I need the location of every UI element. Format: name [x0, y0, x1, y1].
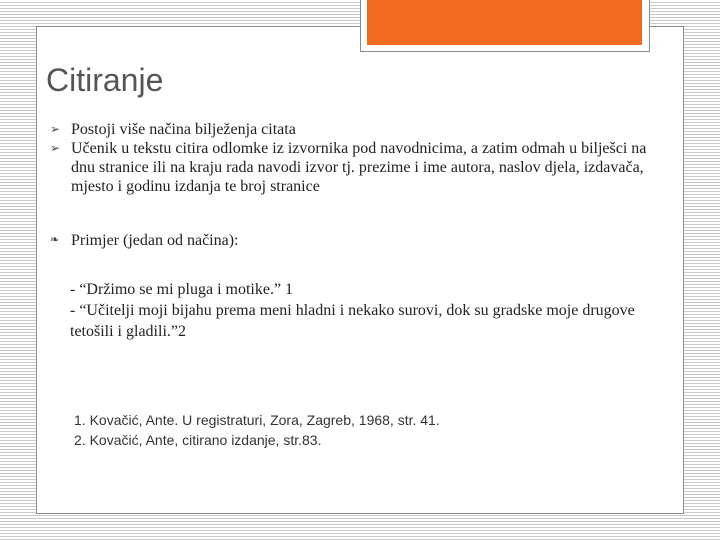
example-bullet — [50, 231, 239, 250]
bullet-text: Učenik u tekstu citira odlomke iz izvornika pod navodnicima, a zatim odmah u bilješci na dnu stranice ili na kraju rada navodi izvor tj. prezime i ime autora, naslov djela, izdavača, mjesto i godinu izdanja te broj stranice — [71, 140, 647, 195]
reference-item: 2. Kovačić, Ante, citirano izdanje, str.83. — [74, 432, 322, 448]
accent-box — [367, 0, 642, 45]
slide-title: Citiranje — [46, 62, 164, 98]
reference-list — [74, 410, 440, 450]
arrow-bullet-icon: ➢ — [50, 122, 61, 136]
fleuron-bullet-icon: ❧ — [50, 234, 60, 246]
quote-line: - “Držimo se mi pluga i motike.” 1 — [70, 281, 294, 298]
quote-line: - “Učitelji moji bijahu prema meni hladni i nekako surovi, dok su gradske moje drugove tetošili i gladili.”2 — [70, 302, 635, 340]
quote-block — [70, 279, 675, 342]
bullet-text: Postoji više načina bilježenja citata — [71, 121, 296, 138]
bullet-item — [50, 139, 670, 196]
bullet-list — [50, 120, 670, 196]
bullet-item — [50, 120, 670, 139]
example-label: Primjer (jedan od načina): — [71, 232, 239, 249]
arrow-bullet-icon: ➢ — [50, 141, 61, 155]
reference-item: 1. Kovačić, Ante. U registraturi, Zora, Zagreb, 1968, str. 41. — [74, 412, 440, 428]
